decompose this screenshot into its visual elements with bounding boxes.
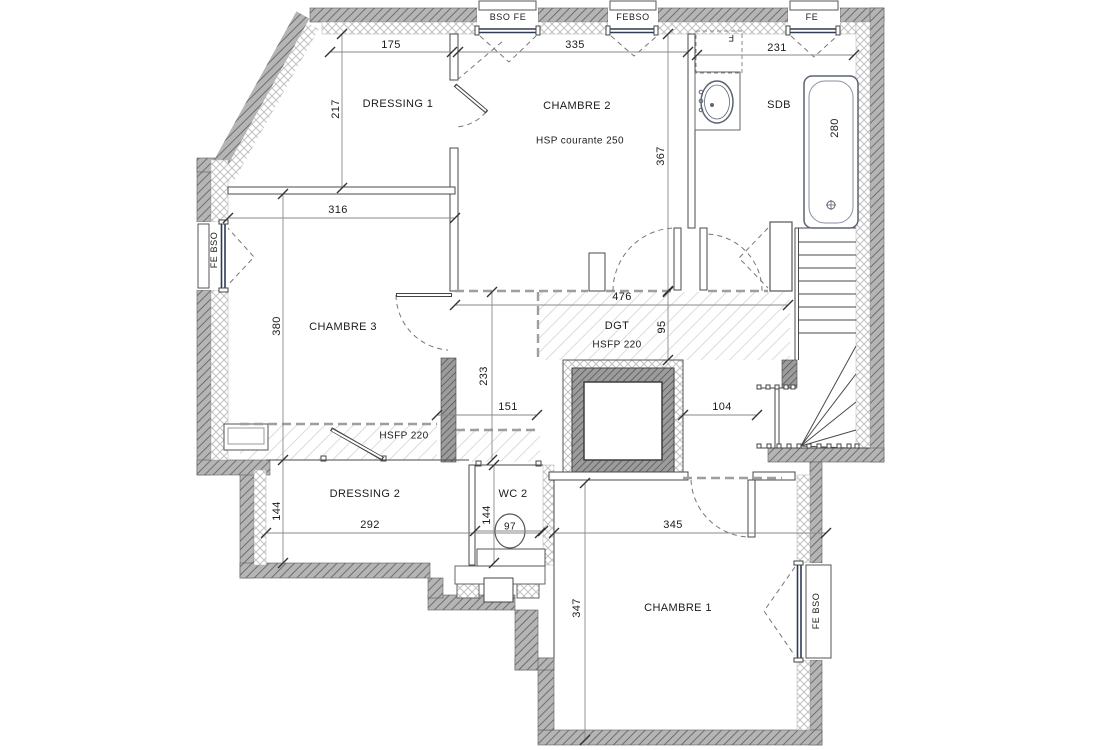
wall-insulation — [211, 22, 870, 730]
lower-duct — [455, 566, 545, 602]
appliance-label: F — [727, 33, 735, 43]
stair-door-leaf — [770, 222, 792, 291]
room-label-chambre3: CHAMBRE 3 — [309, 321, 377, 333]
staircase — [799, 242, 856, 448]
dim-175: 175 — [381, 39, 401, 51]
room-label-chambre2: CHAMBRE 2 — [543, 100, 611, 112]
room-label-sdb: SDB — [767, 99, 791, 111]
room-note-dgt: HSFP 220 — [592, 339, 642, 351]
strip-note-hsfp: HSFP 220 — [379, 430, 429, 442]
hsfp-zones — [240, 292, 790, 462]
dim-97: 97 — [504, 521, 516, 533]
dim-380: 380 — [271, 316, 283, 336]
door-leaves — [331, 85, 487, 459]
dim-316: 316 — [328, 204, 348, 216]
window-label-top-left: BSO FE — [489, 12, 527, 22]
central-shaft — [563, 360, 683, 480]
dim-345: 345 — [663, 519, 683, 531]
dim-144-wc: 144 — [481, 505, 493, 525]
dim-95: 95 — [656, 320, 668, 334]
room-note-chambre2: HSP courante 250 — [536, 135, 624, 147]
dim-144-left: 144 — [271, 501, 283, 521]
dim-292: 292 — [360, 519, 380, 531]
dim-231: 231 — [767, 42, 787, 54]
wall-niche — [224, 424, 268, 450]
window-label-top-right: FE — [805, 12, 819, 22]
room-label-chambre1: CHAMBRE 1 — [644, 602, 712, 614]
room-label-dressing1: DRESSING 1 — [362, 98, 434, 110]
window-label-right: FE BSO — [811, 592, 821, 630]
stair-balustrade — [757, 385, 859, 448]
dim-151: 151 — [498, 401, 518, 413]
dim-476: 476 — [612, 291, 632, 303]
dim-217: 217 — [330, 99, 342, 119]
room-label-dressing2: DRESSING 2 — [329, 488, 401, 500]
dim-280: 280 — [829, 118, 841, 138]
dim-104: 104 — [712, 401, 732, 413]
bathtub — [804, 76, 858, 228]
dim-233: 233 — [478, 366, 490, 386]
exterior-walls — [197, 8, 884, 745]
dim-335: 335 — [565, 39, 585, 51]
room-label-dgt: DGT — [604, 320, 630, 332]
window-label-left: FE BSO — [209, 231, 219, 269]
window-label-top-mid: FEBSO — [616, 12, 650, 22]
sink — [699, 81, 733, 123]
washing-machine-slot — [696, 31, 742, 73]
room-label-wc2: WC 2 — [498, 488, 528, 500]
dim-367: 367 — [655, 146, 667, 166]
dim-347: 347 — [571, 598, 583, 618]
